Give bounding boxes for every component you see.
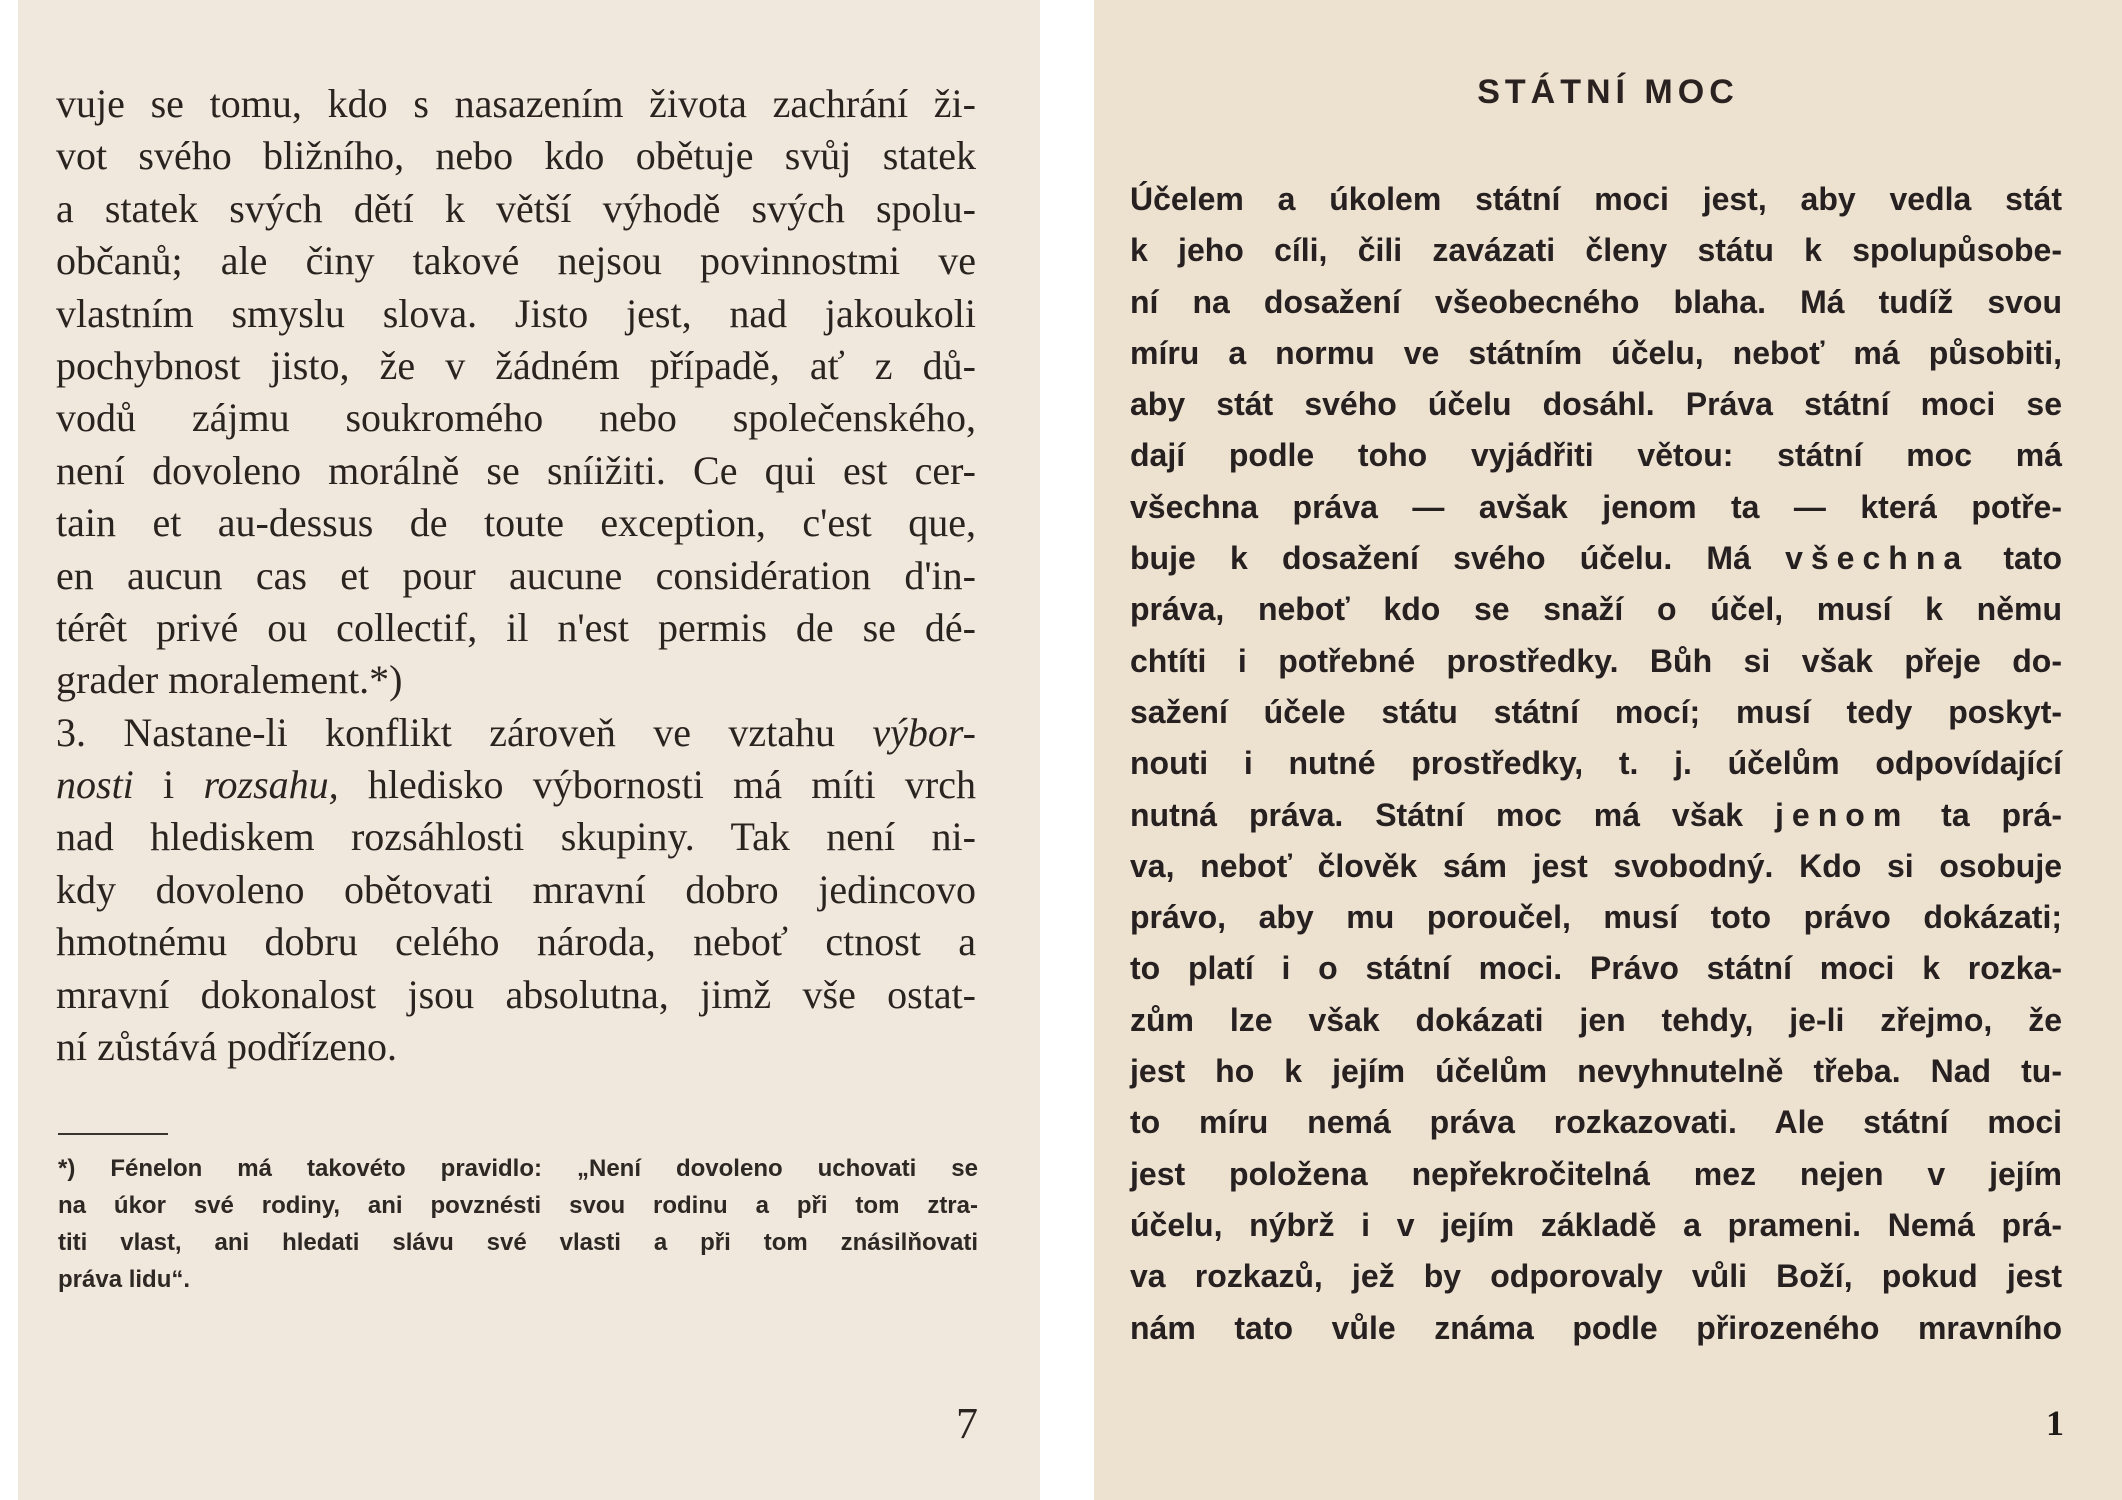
left-page: [18, 0, 1040, 1500]
text-line: vuje se tomu, kdo s nasazením života zachrání ži-: [56, 81, 976, 126]
text-line: hmotnému dobru celého národa, neboť ctnost a: [56, 919, 976, 965]
text-line: Účelem a úkolem státní moci jest, aby vedla stát: [1130, 181, 2062, 217]
text-line: jest položena nepřekročitelná mez nejen v jejím: [1130, 1155, 2062, 1192]
text-line: vot svého bližního, nebo kdo obětuje svůj statek: [56, 133, 976, 179]
italic-term: nosti: [56, 762, 134, 808]
text-line: aby stát svého účelu dosáhl. Práva státní moci se: [1130, 386, 2062, 423]
text-line: térêt privé ou collectif, il n'est permis de se dé-: [56, 604, 976, 650]
text-segment: ta prá-: [1909, 796, 2063, 833]
text-line: [1130, 790, 2062, 841]
text-line: grader moralement.*): [56, 657, 403, 703]
text-line: vodů zájmu soukromého nebo společenského,: [56, 395, 976, 441]
footnote-line: *) Fénelon má takovéto pravidlo: „Není dovoleno uchovati se: [58, 1155, 978, 1182]
text-line: práva, neboť kdo se snaží o účel, musí k němu: [1130, 591, 2062, 628]
text-line: chtíti i potřebné prostředky. Bůh si však přeje do-: [1130, 642, 2062, 679]
text-line: jest ho k jejím účelům nevyhnutelně třeba. Nad tu-: [1130, 1053, 2062, 1090]
italic-term: výbor-: [872, 709, 976, 755]
text-line: va rozkazů, jež by odporovaly vůli Boží, pokud jest: [1130, 1258, 2062, 1295]
text-line: nám tato vůle známa podle přirozeného mravního: [1130, 1309, 2062, 1346]
text-line: vlastním smyslu slova. Jisto jest, nad jakoukoli: [56, 290, 976, 336]
text-segment: hledisko výbornosti má míti vrch: [338, 762, 976, 808]
left-page-body: [56, 78, 976, 1073]
text-line: nad hlediskem rozsáhlosti skupiny. Tak není ni-: [56, 814, 976, 860]
text-line: [56, 759, 976, 811]
footnote: [58, 1150, 978, 1298]
text-line: [56, 707, 976, 759]
page-number: 7: [956, 1399, 978, 1448]
text-line: tain et au-dessus de toute exception, c'est que,: [56, 500, 976, 546]
spaced-emphasis: jenom: [1775, 796, 1910, 833]
text-line: všechna práva — avšak jenom ta — která potře-: [1130, 488, 2062, 525]
text-line: dají podle toho vyjádřiti větou: státní moc má: [1130, 437, 2062, 474]
page-number: 1: [2046, 1403, 2064, 1443]
footnote-divider: [58, 1133, 168, 1135]
text-segment: buje k dosažení svého účelu. Má: [1130, 540, 1786, 577]
text-line: míru a normu ve státním účelu, neboť má působiti,: [1130, 334, 2062, 371]
text-segment: tato: [1969, 540, 2063, 577]
footnote-line: na úkor své rodiny, ani povznésti svou rodinu a při tom ztra-: [58, 1192, 978, 1219]
spaced-emphasis: všechna: [1785, 540, 1970, 577]
text-segment: 3. Nastane-li konflikt zároveň ve vztahu: [56, 709, 873, 755]
footnote-line: titi vlast, ani hledati slávu své vlasti a při tom znásilňovati: [58, 1229, 978, 1256]
text-line: a statek svých dětí k větší výhodě svých spolu-: [56, 185, 976, 231]
text-line: va, neboť člověk sám jest svobodný. Kdo si osobuje: [1130, 847, 2062, 884]
italic-term: rozsahu,: [203, 762, 339, 808]
chapter-title: STÁTNÍ MOC: [1477, 73, 1739, 111]
text-line: kdy dovoleno obětovati mravní dobro jedincovo: [56, 866, 976, 912]
text-line: není dovoleno morálně se sníižiti. Ce qui est cer-: [56, 447, 976, 493]
text-line: en aucun cas et pour aucune considération d'in-: [56, 552, 976, 598]
text-line: právo, aby mu poroučel, musí toto právo dokázati;: [1130, 899, 2062, 936]
text-line: k jeho cíli, čili zavázati členy státu k spolupůsobe-: [1130, 232, 2062, 269]
text-line: nouti i nutné prostředky, t. j. účelům odpovídající: [1130, 745, 2062, 782]
text-line: občanů; ale činy takové nejsou povinnostmi ve: [56, 238, 976, 284]
text-line: mravní dokonalost jsou absolutna, jimž vše ostat-: [56, 971, 976, 1017]
text-segment: nutná práva. Státní moc má však: [1130, 796, 1776, 833]
text-line: zům lze však dokázati jen tehdy, je-li zřejmo, že: [1130, 1001, 2062, 1038]
text-line: [1130, 533, 2062, 584]
text-line: pochybnost jisto, že v žádném případě, ať z dů-: [56, 342, 976, 388]
right-page: [1094, 0, 2122, 1500]
right-page-body: [1130, 174, 2062, 1354]
text-line: ní na dosažení všeobecného blaha. Má tudíž svou: [1130, 283, 2062, 320]
text-line: to míru nemá práva rozkazovati. Ale státní moci: [1130, 1104, 2062, 1141]
text-line: ní zůstává podřízeno.: [56, 1024, 397, 1070]
text-segment: i: [133, 762, 204, 808]
text-line: sažení účele státu státní mocí; musí tedy poskyt-: [1130, 693, 2062, 730]
text-line: to platí i o státní moci. Právo státní moci k rozka-: [1130, 950, 2062, 987]
text-line: účelu, nýbrž i v jejím základě a prameni. Nemá prá-: [1130, 1206, 2062, 1243]
footnote-line: práva lidu“.: [58, 1266, 191, 1293]
